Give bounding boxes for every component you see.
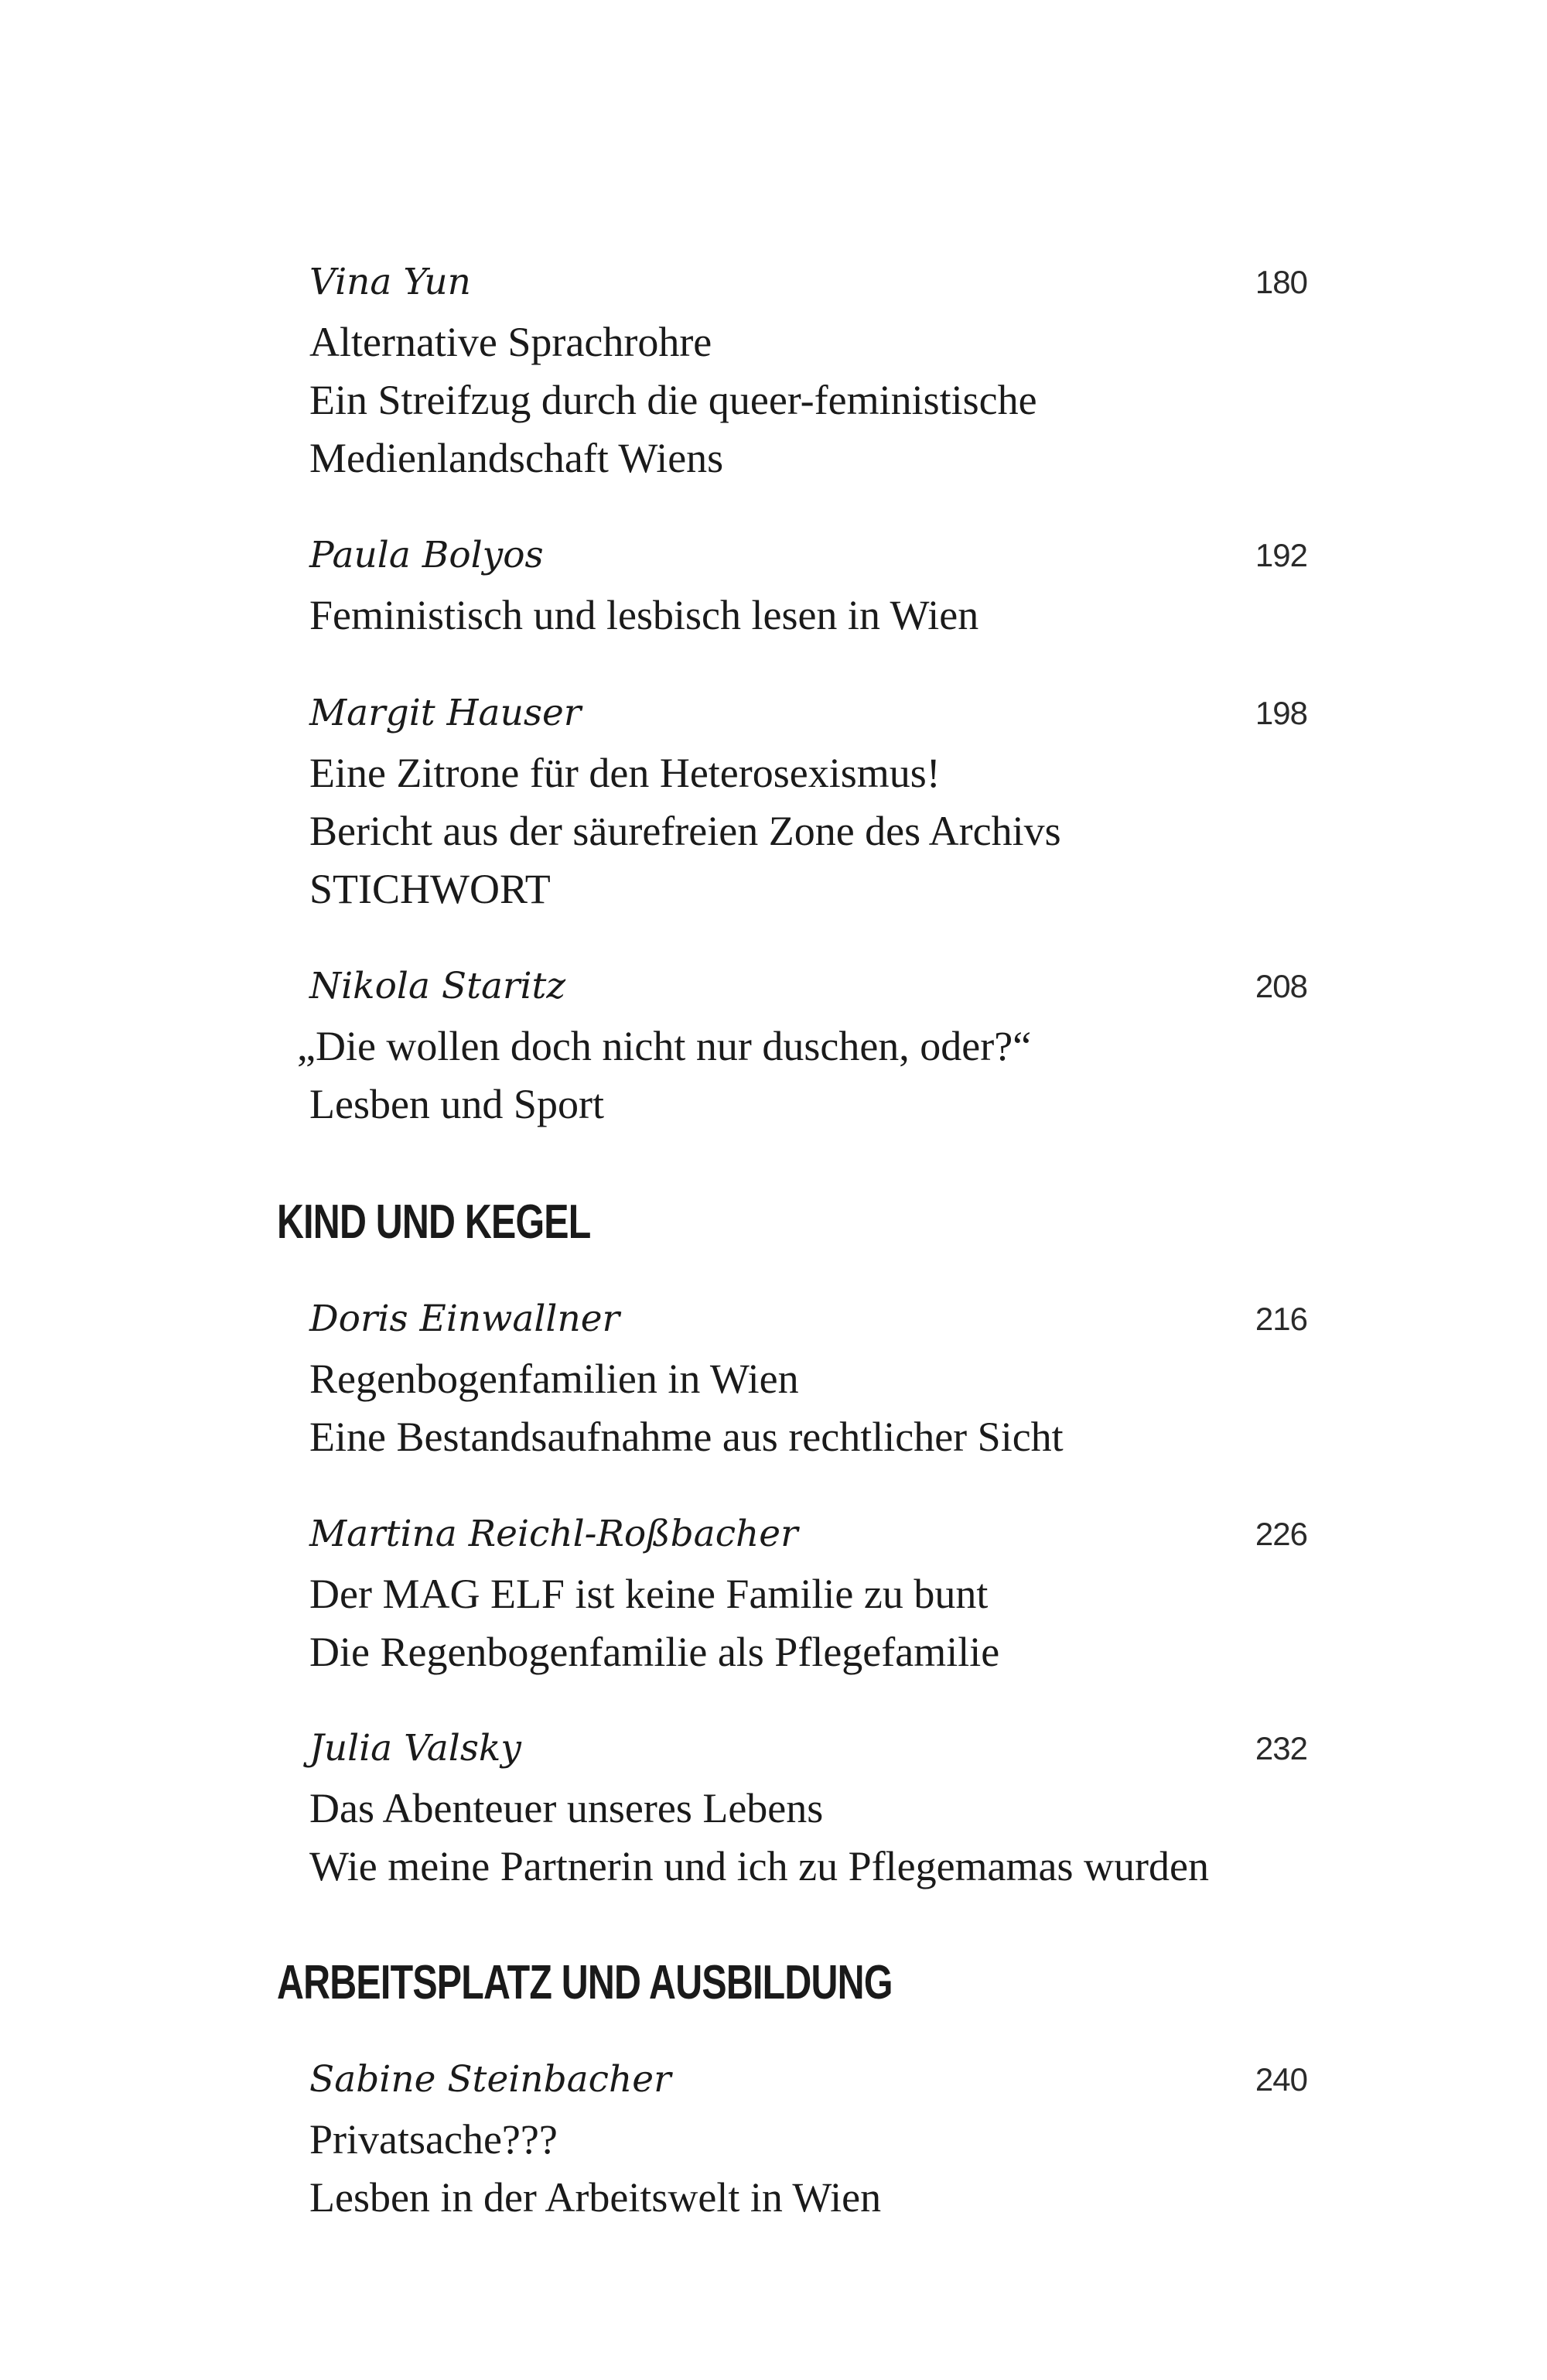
entry-subtitle: Die Regenbogenfamilie als Pflegefamilie: [309, 1629, 1000, 1675]
entry-subtitle: Medienlandschaft Wiens: [309, 435, 724, 481]
entry-subtitle: Eine Bestandsaufnahme aus rechtlicher Sicht: [309, 1414, 1064, 1460]
toc-entry: [309, 682, 1307, 918]
entry-subtitle: Ein Streifzug durch die queer-feministische: [309, 377, 1037, 423]
entry-page-number: 180: [1255, 264, 1307, 300]
entry-author: Vina Yun: [309, 261, 471, 303]
entry-title: Das Abenteuer unseres Lebens: [309, 1785, 824, 1831]
toc-entry: [309, 1503, 1307, 1681]
toc-entry: [297, 956, 1307, 1134]
entry-author: Paula Bolyos: [309, 534, 544, 576]
entry-author: Margit Hauser: [309, 692, 582, 734]
entry-page-number: 198: [1255, 695, 1307, 731]
entry-author: Nikola Staritz: [309, 965, 566, 1007]
entry-subtitle: Lesben in der Arbeitswelt in Wien: [309, 2174, 882, 2221]
entry-page-number: 216: [1255, 1301, 1307, 1337]
entry-subtitle: Bericht aus der säurefreien Zone des Archivs: [309, 808, 1061, 854]
entry-page-number: 232: [1255, 1730, 1307, 1766]
section-heading: ARBEITSPLATZ UND AUSBILDUNG: [277, 1956, 893, 2009]
entry-author: Sabine Steinbacher: [309, 2058, 671, 2101]
entry-page-number: 226: [1255, 1516, 1307, 1552]
section-heading: KIND UND KEGEL: [277, 1195, 591, 1249]
entry-author: Doris Einwallner: [309, 1298, 620, 1340]
entry-title: Alternative Sprachrohre: [309, 319, 712, 365]
toc-entry: [309, 251, 1307, 487]
entry-author: Julia Valsky: [309, 1727, 521, 1770]
entry-title: Eine Zitrone für den Heterosexismus!: [309, 750, 941, 796]
entry-title: Regenbogenfamilien in Wien: [309, 1356, 799, 1402]
entry-title: Der MAG ELF ist keine Familie zu bunt: [309, 1571, 989, 1617]
entry-author: Martina Reichl-Roßbacher: [309, 1513, 798, 1555]
entry-subtitle: Wie meine Partnerin und ich zu Pflegemamas wurden: [309, 1843, 1209, 1889]
toc-entry: [309, 525, 1307, 645]
entry-page-number: 192: [1255, 537, 1307, 573]
toc-entry: [309, 2049, 1307, 2227]
entry-subtitle: Lesben und Sport: [309, 1081, 604, 1127]
entry-page-number: 240: [1255, 2061, 1307, 2098]
entry-subtitle: STICHWORT: [309, 866, 551, 912]
entry-page-number: 208: [1255, 968, 1307, 1004]
entry-title: „Die wollen doch nicht nur duschen, oder?“: [297, 1023, 1032, 1069]
entry-title: Feministisch und lesbisch lesen in Wien: [309, 592, 979, 638]
toc-entry: [309, 1718, 1307, 1896]
toc-entry: [309, 1288, 1307, 1466]
entry-title: Privatsache???: [309, 2116, 558, 2163]
